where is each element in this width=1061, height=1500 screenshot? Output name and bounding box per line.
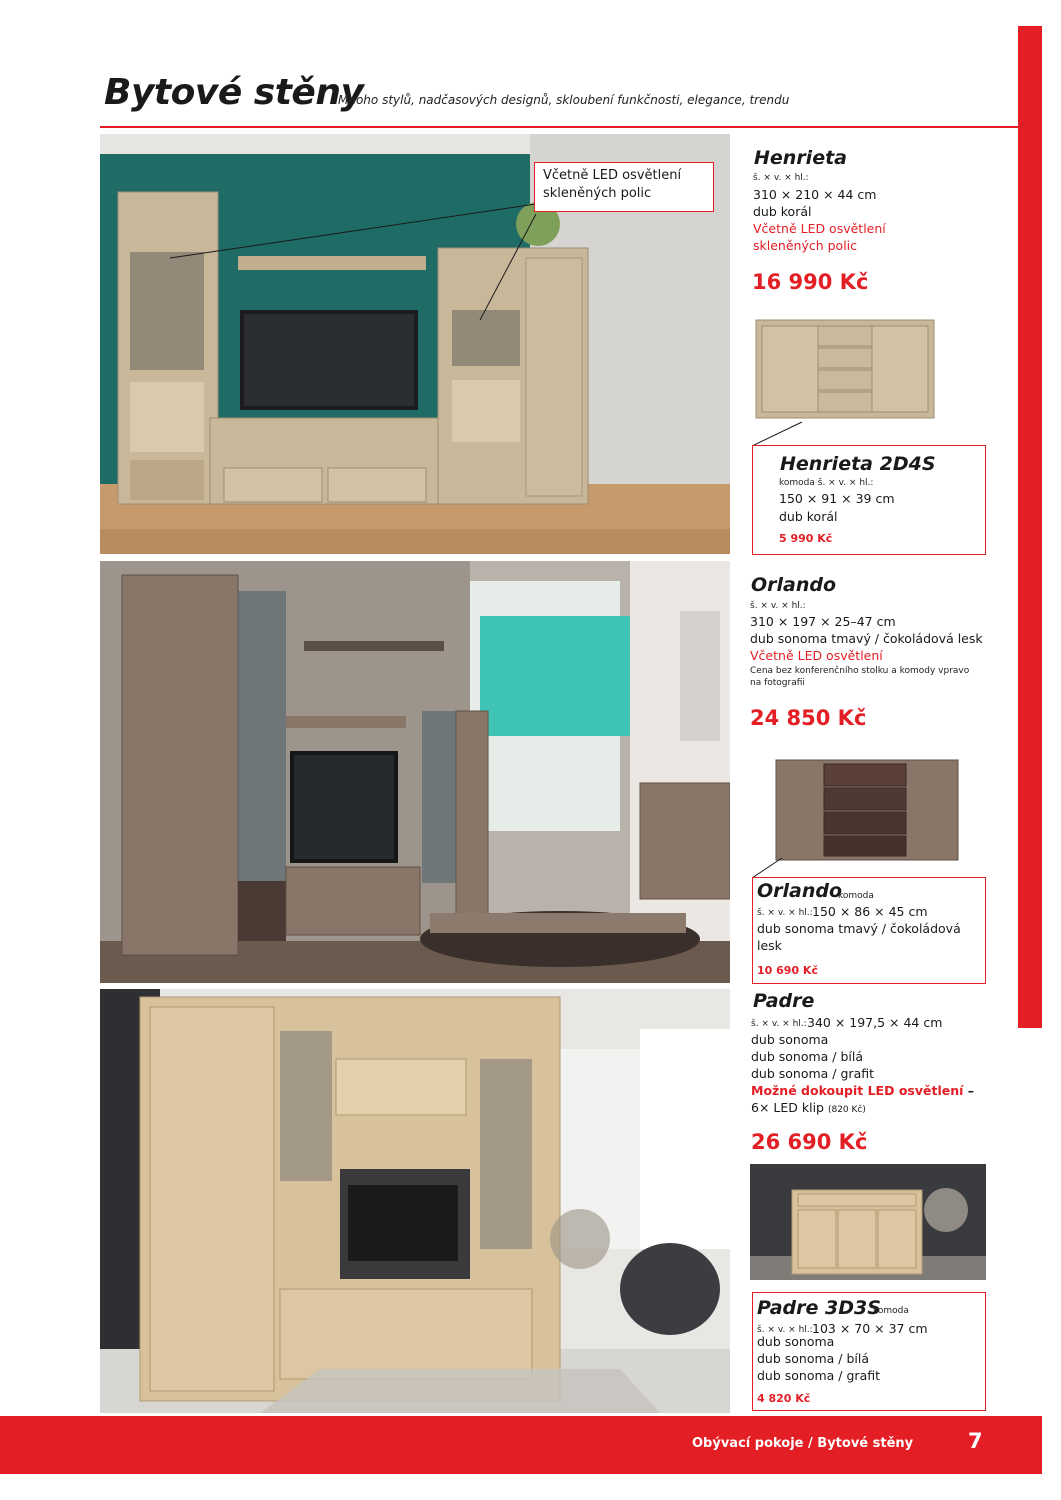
orlando-komoda-dims-label: š. × v. × hl.: (757, 908, 813, 918)
callout-line-2: skleněných polic (543, 186, 652, 201)
padre-3d3s-dims: 103 × 70 × 37 cm (812, 1321, 928, 1336)
padre-klip-line (751, 1099, 866, 1119)
orlando-photo (100, 561, 730, 983)
padre-price: 26 690 Kč (751, 1130, 868, 1154)
henrieta-led-line-2: skleněných polic (753, 238, 858, 253)
henrieta-2d4s-dims-label: komoda š. × v. × hl.: (779, 478, 874, 488)
orlando-komoda-dims: 150 × 86 × 45 cm (812, 904, 928, 919)
henrieta-finish: dub korál (753, 204, 812, 219)
padre-3d3s-name: Padre 3D3S (757, 1297, 881, 1319)
padre-led: Možné dokoupit LED osvětlení (751, 1083, 964, 1098)
henrieta-price: 16 990 Kč (752, 270, 869, 294)
padre-finish-3: dub sonoma / grafit (751, 1066, 874, 1081)
orlando-finish: dub sonoma tmavý / čokoládová lesk (750, 631, 983, 646)
title-divider (100, 126, 1018, 128)
orlando-komoda-finish-2: lesk (757, 938, 782, 953)
led-callout-box (534, 162, 714, 212)
orlando-note-line-2: na fotografii (750, 678, 805, 688)
side-accent-bar (1018, 26, 1042, 1028)
footer-breadcrumb: Obývací pokoje / Bytové stěny (692, 1436, 914, 1451)
henrieta-2d4s-name: Henrieta 2D4S (780, 453, 936, 475)
henrieta-dims-label: š. × v. × hl.: (753, 173, 809, 183)
padre-photo (100, 989, 730, 1413)
henrieta-2d4s-leader (752, 420, 812, 448)
orlando-komoda-price: 10 690 Kč (757, 964, 818, 977)
padre-3d3s-finish-1: dub sonoma (757, 1334, 835, 1349)
padre-finish-2: dub sonoma / bílá (751, 1049, 864, 1064)
henrieta-dims: 310 × 210 × 44 cm (753, 187, 877, 202)
orlando-price: 24 850 Kč (750, 706, 867, 730)
orlando-komoda-name: Orlando (757, 880, 843, 902)
orlando-komoda-finish-1: dub sonoma tmavý / čokoládová (757, 921, 961, 936)
orlando-note-line-1: Cena bez konferenčního stolku a komody vpravo (750, 666, 970, 676)
padre-klip: 6× LED klip (751, 1100, 824, 1115)
padre-3d3s-finish-2: dub sonoma / bílá (757, 1351, 870, 1366)
padre-3d3s-price: 4 820 Kč (757, 1392, 811, 1405)
padre-dims: 340 × 197,5 × 44 cm (807, 1015, 943, 1030)
padre-led-line (751, 1082, 974, 1099)
henrieta-2d4s-price: 5 990 Kč (779, 532, 833, 545)
padre-led-dash: – (963, 1083, 975, 1098)
page-title: Bytové stěny (104, 72, 364, 113)
padre-3d3s-suffix: komoda (873, 1306, 909, 1316)
page-number: 7 (968, 1429, 983, 1453)
henrieta-2d4s-dims: 150 × 91 × 39 cm (779, 491, 895, 506)
page-subtitle: Mnoho stylů, nadčasových designů, skloubení funkčnosti, elegance, trendu (338, 93, 790, 107)
padre-3d3s-dims-label: š. × v. × hl.: (757, 1325, 813, 1335)
orlando-dims-label: š. × v. × hl.: (750, 601, 806, 611)
henrieta-led-line-1: Včetně LED osvětlení (753, 221, 886, 236)
padre-name: Padre (753, 990, 815, 1012)
padre-finish-1: dub sonoma (751, 1032, 829, 1047)
padre-dims-label: š. × v. × hl.: (751, 1019, 807, 1029)
orlando-dims: 310 × 197 × 25–47 cm (750, 614, 896, 629)
padre-klip-price: (820 Kč) (827, 1105, 866, 1115)
padre-3d3s-image (750, 1164, 986, 1280)
orlando-komoda-suffix: komoda (838, 891, 874, 901)
henrieta-name: Henrieta (754, 147, 847, 169)
padre-3d3s-finish-3: dub sonoma / grafit (757, 1368, 880, 1383)
henrieta-2d4s-finish: dub korál (779, 509, 838, 524)
orlando-led: Včetně LED osvětlení (750, 648, 883, 663)
callout-line-1: Včetně LED osvětlení (543, 168, 682, 183)
henrieta-2d4s-image (752, 312, 938, 424)
orlando-name: Orlando (751, 574, 837, 596)
orlando-komoda-image (770, 752, 962, 868)
